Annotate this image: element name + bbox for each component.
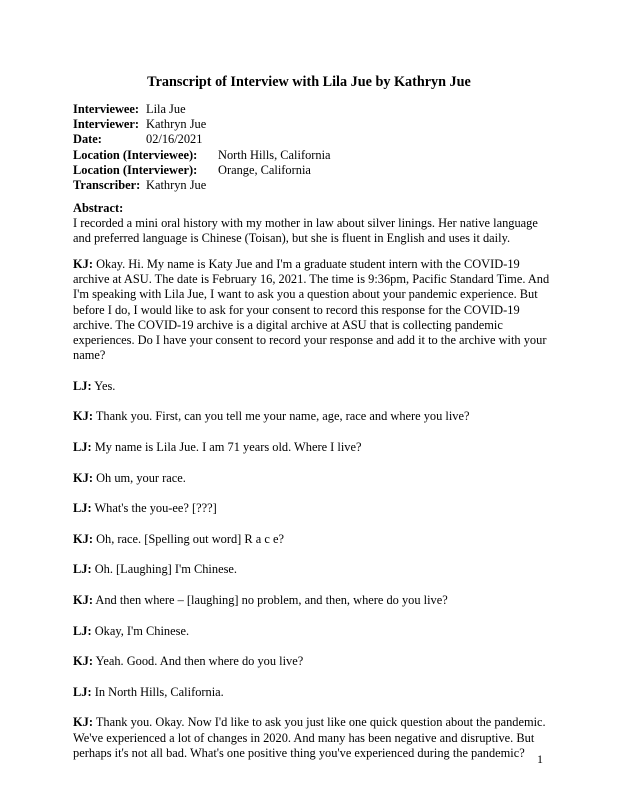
utterance-text: In North Hills, California. xyxy=(94,684,224,699)
abstract-line: I recorded a mini oral history with my mother in law about silver linings. Her native language xyxy=(73,216,538,231)
transcript-line xyxy=(73,562,549,577)
transcript-line xyxy=(73,379,549,394)
transcript-turn xyxy=(73,685,549,700)
transcript-turn xyxy=(73,562,549,577)
transcript-line: name? xyxy=(73,348,106,363)
transcript-turn xyxy=(73,257,549,363)
page-number: 1 xyxy=(537,752,543,766)
speaker-label: KJ: xyxy=(73,592,93,607)
speaker-label: KJ: xyxy=(73,654,93,669)
speaker-label: KJ: xyxy=(73,470,93,485)
transcript-line xyxy=(73,471,549,486)
transcript-line xyxy=(73,624,549,639)
transcript-line: I'm speaking with Lila Jue, I want to ask you a question about your pandemic experience. But xyxy=(73,287,538,302)
transcript-turn xyxy=(73,440,549,455)
speaker-label: KJ: xyxy=(73,409,93,424)
transcript-line: archive. The COVID-19 archive is a digital archive at ASU that is collecting pandemic xyxy=(73,317,503,332)
transcript-turn xyxy=(73,593,549,608)
transcript-line: archive at ASU. The date is February 16, 2021. The time is 9:36pm, Pacific Standard Time. And xyxy=(73,272,550,287)
meta-interviewee-value: Lila Jue xyxy=(146,102,186,116)
meta-location-interviewee xyxy=(73,147,331,163)
transcript-line xyxy=(73,440,549,455)
speaker-label: KJ: xyxy=(73,531,93,546)
utterance-text: Okay, I'm Chinese. xyxy=(94,623,190,638)
meta-date xyxy=(73,132,203,147)
speaker-label: KJ: xyxy=(73,715,93,730)
interview-metadata xyxy=(73,102,331,193)
document-title: Transcript of Interview with Lila Jue by Kathryn Jue xyxy=(147,74,471,90)
meta-interviewer-value: Kathryn Jue xyxy=(146,117,207,132)
abstract-section xyxy=(73,201,553,247)
meta-interviewee xyxy=(73,102,197,117)
transcript-body xyxy=(73,257,549,776)
utterance-text: Okay. Hi. My name is Katy Jue and I'm a graduate student intern with the COVID-19 xyxy=(96,257,520,271)
utterance-text: Thank you. First, can you tell me your name, age, race and where you live? xyxy=(95,409,470,424)
utterance-text: My name is Lila Jue. I am 71 years old. Where I live? xyxy=(94,440,362,454)
meta-location-interviewer-label: Location (Interviewer): xyxy=(73,162,198,177)
speaker-label: LJ: xyxy=(73,684,92,699)
meta-transcriber xyxy=(73,177,207,193)
speaker-label: LJ: xyxy=(73,440,92,454)
meta-interviewer xyxy=(73,117,207,132)
transcript-line: experiences. Do I have your consent to record your response and add it to the archive with your xyxy=(73,333,547,348)
meta-date-value: 02/16/2021 xyxy=(146,132,203,147)
transcript-turn xyxy=(73,409,549,424)
utterance-text: Yes. xyxy=(94,378,116,393)
transcript-turn xyxy=(73,532,549,547)
transcript-line: perhaps it's not all bad. What's one positive thing you've experienced during the pandemic? xyxy=(73,745,525,760)
abstract-line: and preferred language is Chinese (Toisan), but she is fluent in English and uses it daily. xyxy=(73,231,511,246)
speaker-label: LJ: xyxy=(73,623,92,638)
speaker-label: LJ: xyxy=(73,378,92,393)
transcript-turn xyxy=(73,471,549,486)
meta-location-interviewer-value: Orange, California xyxy=(218,162,311,177)
meta-transcriber-label: Transcriber: xyxy=(73,177,141,192)
meta-interviewer-label: Interviewer: xyxy=(73,117,140,132)
utterance-text: Oh, race. [Spelling out word] R a c e? xyxy=(96,531,284,546)
transcript-line xyxy=(73,593,549,608)
utterance-text: Thank you. Okay. Now I'd like to ask you just like one quick question about the pandemic. xyxy=(95,715,546,730)
meta-location-interviewee-value: North Hills, California xyxy=(218,147,331,162)
utterance-text: Oh um, your race. xyxy=(96,470,186,485)
transcript-turn xyxy=(73,624,549,639)
transcript-line xyxy=(73,532,549,547)
transcript-line xyxy=(73,654,549,669)
meta-date-label: Date: xyxy=(73,132,102,147)
transcript-turn xyxy=(73,715,549,761)
utterance-text: What's the you-ee? [???] xyxy=(94,501,217,516)
speaker-label: LJ: xyxy=(73,562,92,577)
transcript-turn xyxy=(73,379,549,394)
meta-location-interviewer xyxy=(73,162,311,178)
abstract-heading: Abstract: xyxy=(73,201,124,215)
utterance-text: And then where – [laughing] no problem, and then, where do you live? xyxy=(95,592,448,607)
utterance-text: Yeah. Good. And then where do you live? xyxy=(95,654,304,669)
speaker-label: KJ: xyxy=(73,257,93,271)
transcript-line: We've experienced a lot of changes in 2020. And many has been negative and disruptive. But xyxy=(73,730,535,745)
meta-transcriber-value: Kathryn Jue xyxy=(146,177,207,192)
meta-location-interviewee-label: Location (Interviewee): xyxy=(73,147,198,162)
transcript-line: before I do, I would like to ask for your consent to record this response for the COVID-19 xyxy=(73,302,520,317)
transcript-turn xyxy=(73,501,549,516)
transcript-line xyxy=(73,409,549,424)
meta-interviewee-label: Interviewee: xyxy=(73,102,140,116)
transcript-line xyxy=(73,501,549,516)
transcript-line xyxy=(73,257,549,272)
transcript-line xyxy=(73,685,549,700)
utterance-text: Oh. [Laughing] I'm Chinese. xyxy=(94,562,237,577)
transcript-line xyxy=(73,715,549,730)
transcript-turn xyxy=(73,654,549,669)
speaker-label: LJ: xyxy=(73,501,92,516)
